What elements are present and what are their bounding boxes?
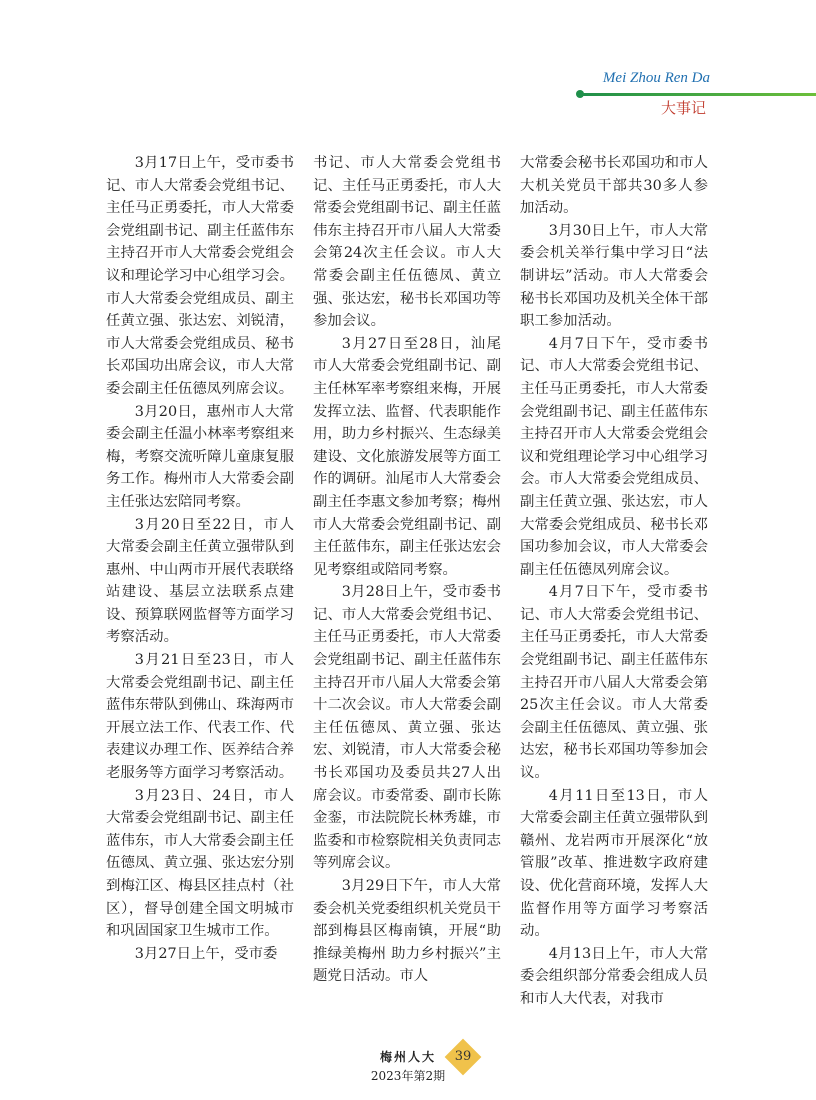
- column-2: [313, 152, 501, 1011]
- paragraph: 4月7日下午，受市委书记、市人大常委会党组书记、主任马正勇委托，市人大常委会党组副书记、副主任蓝伟东主持召开市人大常委会党组会议和党组理论学习中心组学习会。市人大常委会党组成员、副主任黄立强、张达宏，市人大常委会党组成员、秘书长邓国功参加会议，市人大常委会副主任伍德凤列席会议。: [520, 335, 708, 578]
- footer-issue: 2023年第2期: [370, 1069, 446, 1083]
- header-rule: [580, 93, 816, 96]
- paragraph: 书记、市人大常委会党组书记、主任马正勇委托，市人大常委会党组副书记、副主任蓝伟东主持召开市八届人大常委会第24次主任会议。市人大常委会副主任伍德凤、黄立强、张达宏，秘书长邓国功等参加会议。: [313, 155, 501, 330]
- column-1: [106, 152, 294, 1011]
- paragraph: 3月27日上午，受市委: [134, 945, 278, 962]
- footer-magazine-title: 梅州人大: [379, 1050, 436, 1064]
- paragraph: 大常委会秘书长邓国功和市人大机关党员干部共30多人参加活动。: [520, 155, 708, 217]
- paragraph: 3月29日下午，市人大常委会机关党委组织机关党员干部到梅县区梅南镇，开展“助推绿美梅州 助力乡村振兴”主题党日活动。市人: [313, 878, 501, 985]
- paragraph: 3月20日，惠州市人大常委会副主任温小林率考察组来梅，考察交流听障儿童康复服务工作。梅州市人大常委会副主任张达宏陪同考察。: [106, 403, 294, 510]
- page-number: 39: [454, 1049, 472, 1064]
- paragraph: 3月28日上午，受市委书记、市人大常委会党组书记、主任马正勇委托，市人大常委会党组副书记、副主任蓝伟东主持召开市八届人大常委会第十二次会议。市人大常委会副主任伍德凤、黄立强、张达宏、刘锐清，市人大常委会秘书长邓国功及委员共27人出席会议。市委常委、副市长陈金銮，市法院院长林秀雄，市监委和市检察院相关负责同志等列席会议。: [313, 584, 501, 872]
- paragraph: 4月13日上午，市人大常委会组织部分常委会组成人员和市人大代表，对我市: [520, 945, 708, 1007]
- paragraph: 4月11日至13日，市人大常委会副主任黄立强带队到赣州、龙岩两市开展深化“放管服”改革、推进数字政府建设、优化营商环境，发挥人大监督作用等方面学习考察活动。: [520, 787, 708, 940]
- column-3: [520, 152, 708, 1011]
- paragraph: 3月27日至28日，汕尾市人大常委会党组副书记、副主任林军率考察组来梅，开展发挥立法、监督、代表职能作用，助力乡村振兴、生态绿美建设、文化旅游发展等方面工作的调研。汕尾市人大常委会副主任李惠文参加考察；梅州市人大常委会党组副书记、副主任蓝伟东，副主任张达宏会见考察组或陪同考察。: [313, 335, 501, 578]
- paragraph: 3月30日上午，市人大常委会机关举行集中学习日“法制讲坛”活动。市人大常委会秘书长邓国功及机关全体干部职工参加活动。: [520, 222, 708, 330]
- section-title: 大事记: [660, 99, 706, 117]
- paragraph: 3月20日至22日，市人大常委会副主任黄立强带队到惠州、中山两市开展代表联络站建设、基层立法联系点建设、预算联网监督等方面学习考察活动。: [106, 516, 294, 646]
- paragraph: 3月23日、24日，市人大常委会党组副书记、副主任蓝伟东，市人大常委会副主任伍德凤、黄立强、张达宏分别到梅江区、梅县区挂点村（社区），督导创建全国文明城市和巩固国家卫生城市工作。: [106, 787, 294, 940]
- paragraph: 3月21日至23日，市人大常委会党组副书记、副主任蓝伟东带队到佛山、珠海两市开展立法工作、代表工作、代表建议办理工作、医养结合养老服务等方面学习考察活动。: [106, 652, 294, 782]
- article-columns: [106, 152, 708, 1011]
- paragraph: 3月17日上午，受市委书记、市人大常委会党组书记、主任马正勇委托，市人大常委会党组副书记、副主任蓝伟东主持召开市人大常委会党组会议和理论学习中心组学习会。市人大常委会党组成员、副主任黄立强、张达宏、刘锐清，市人大常委会党组成员、秘书长邓国功出席会议，市人大常委会副主任伍德凤列席会议。: [106, 155, 294, 397]
- magazine-brand: Mei Zhou Ren Da: [602, 70, 710, 86]
- paragraph: 4月7日下午，受市委书记、市人大常委会党组书记、主任马正勇委托，市人大常委会党组副书记、副主任蓝伟东主持召开市八届人大常委会第25次主任会议。市人大常委会副主任伍德凤、黄立强、张达宏，秘书长邓国功等参加会议。: [520, 584, 708, 782]
- page-number-badge: [445, 1039, 482, 1076]
